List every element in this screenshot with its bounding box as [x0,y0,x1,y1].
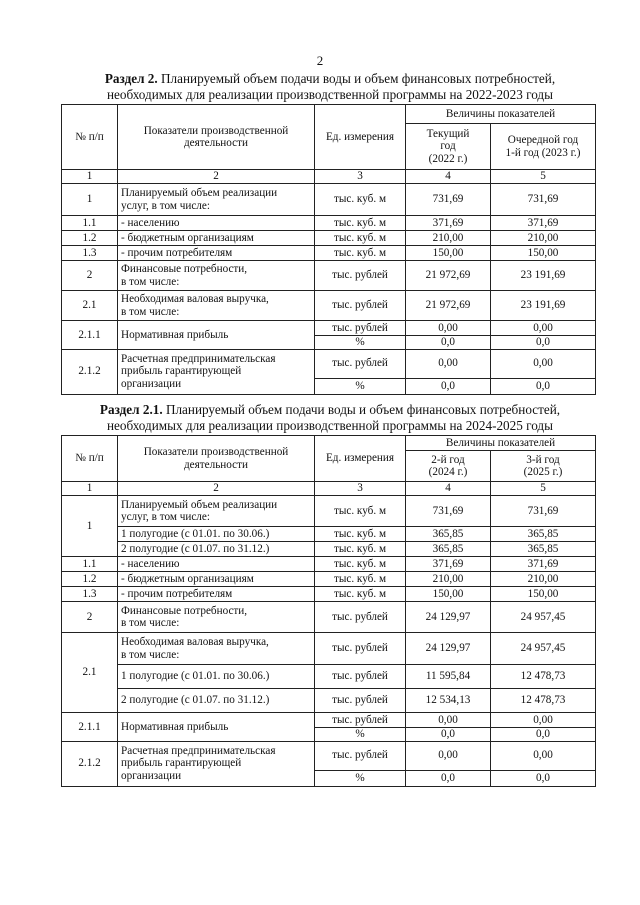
table-cell: Нормативная прибыль [118,321,315,350]
table-row [62,665,596,689]
table-cell: % [315,336,406,350]
header-values: Величины показателей [406,436,596,451]
table-cell: 1.1 [62,557,118,572]
table-cell: 24 957,45 [491,633,596,665]
table-cell: 371,69 [491,557,596,572]
table-row [62,216,596,231]
table-cell: тыс. рублей [315,713,406,728]
table-cell: 731,69 [491,184,596,216]
cell-text-line: Очередной год [507,134,579,146]
table-cell: тыс. куб. м [315,542,406,557]
cell-text-line: Текущий [426,127,470,140]
table-cell: 2 полугодие (с 01.07. по 31.12.) [118,542,315,557]
table-cell: 1.3 [62,246,118,261]
table-cell: тыс. куб. м [315,496,406,527]
table-row [62,633,596,665]
cell-text-line: услуг, в том числе: [121,511,210,523]
cell-text-line: в том числе: [121,617,180,629]
table-cell: 1 [62,184,118,216]
table-cell: тыс. рублей [315,741,406,770]
table-row [62,587,596,602]
table-cell: 24 957,45 [491,602,596,633]
table-row [62,291,596,321]
table-cell: - населению [118,216,315,231]
header-col5 [491,124,596,170]
column-numbers-row [62,170,596,184]
table-cell: 0,0 [406,378,491,394]
table-cell: 0,00 [491,321,596,336]
table-cell: 5 [491,482,596,496]
table-cell: 0,00 [491,741,596,770]
table-row [62,713,596,728]
table-row [62,261,596,291]
table-cell: тыс. куб. м [315,216,406,231]
table-row [62,496,596,527]
cell-text-line: 3-й год [526,453,560,466]
section1-title-bold: Раздел 2. [104,71,158,86]
table-cell: 2.1 [62,291,118,321]
table-cell: 731,69 [406,184,491,216]
cell-text-line: Планируемый объем реализации [121,498,278,511]
table-cell: 24 129,97 [406,602,491,633]
table-cell: тыс. рублей [315,633,406,665]
table-cell: 210,00 [406,572,491,587]
table-cell: 365,85 [406,527,491,542]
table-cell: 4 [406,482,491,496]
table-cell: 5 [491,170,596,184]
cell-text-line: (2025 г.) [523,466,563,478]
table-cell: 0,0 [406,728,491,742]
table-cell: тыс. рублей [315,321,406,336]
table-cell: тыс. рублей [315,665,406,689]
table-cell: 210,00 [491,572,596,587]
table-cell [118,741,315,786]
table-cell: 150,00 [491,587,596,602]
column-numbers-row [62,482,596,496]
table-cell: 12 478,73 [491,689,596,713]
table-cell: 150,00 [406,246,491,261]
header-indicators: Показатели производственной деятельности [118,105,315,170]
cell-text-line: Планируемый объем реализации [121,187,278,199]
table-cell: 0,0 [491,336,596,350]
table-cell: 1 полугодие (с 01.01. по 30.06.) [118,665,315,689]
table-cell: 1 полугодие (с 01.01. по 30.06.) [118,527,315,542]
table-cell: 2.1.2 [62,349,118,394]
header-unit: Ед. измерения [315,105,406,170]
table-cell: 0,0 [491,378,596,394]
table-row [62,741,596,770]
table-cell: 21 972,69 [406,261,491,291]
table-cell: 23 191,69 [491,291,596,321]
table-cell: 371,69 [491,216,596,231]
table-row [62,321,596,336]
cell-text-line: Расчетная предпринимательская [121,352,276,365]
table-cell: тыс. куб. м [315,587,406,602]
table-cell: - населению [118,557,315,572]
table-cell: тыс. куб. м [315,527,406,542]
table-cell: % [315,378,406,394]
table-cell: 2 [62,602,118,633]
page-number: 2 [316,53,324,68]
table-cell: 4 [406,170,491,184]
table-cell: - прочим потребителям [118,246,315,261]
table-row [62,572,596,587]
table-cell [118,261,315,291]
cell-text-line: (2024 г.) [428,466,468,478]
header-col5 [491,451,596,482]
table-cell: 11 595,84 [406,665,491,689]
table-cell: тыс. рублей [315,602,406,633]
cell-text-line: 1-й год (2023 г.) [505,146,581,159]
table-cell: 0,0 [406,336,491,350]
table-cell: 0,00 [406,349,491,378]
table-cell: 150,00 [406,587,491,602]
cell-text-line: прибыль гарантирующей [121,365,242,378]
header-indicators: Показатели производственной деятельности [118,436,315,482]
table-cell: 2 [118,482,315,496]
table-cell: 731,69 [491,496,596,527]
cell-text-line: прибыль гарантирующей [121,757,242,770]
table-cell: 210,00 [406,231,491,246]
table-cell: тыс. рублей [315,291,406,321]
table-cell: 371,69 [406,557,491,572]
table-cell: 24 129,97 [406,633,491,665]
table-cell [118,349,315,394]
header-col4 [406,451,491,482]
table-cell: 0,00 [406,741,491,770]
table-cell: 1 [62,170,118,184]
header-values: Величины показателей [406,105,596,124]
table-cell: 1 [62,496,118,557]
table-cell: 12 478,73 [491,665,596,689]
cell-text-line: организации [121,377,182,390]
table-cell: Нормативная прибыль [118,713,315,742]
table-cell: тыс. куб. м [315,557,406,572]
table-row [62,689,596,713]
table-cell: % [315,770,406,786]
table-cell: 1.3 [62,587,118,602]
table-cell: 0,0 [491,770,596,786]
header-num: № п/п [62,436,118,482]
header-col4 [406,124,491,170]
cell-text-line: услуг, в том числе: [121,199,210,212]
cell-text-line: в том числе: [121,275,180,288]
section1-table [61,104,596,395]
section1-title-line2: необходимых для реализации производственной программы на 2022-2023 годы [107,87,553,102]
table-cell: 365,85 [406,542,491,557]
section1-title-line1: Планируемый объем подачи воды и объем финансовых потребностей, [157,71,556,86]
table-cell [118,602,315,633]
table-cell [118,291,315,321]
table-cell: - бюджетным организациям [118,572,315,587]
table-cell: 1.2 [62,231,118,246]
section2-table [61,435,596,787]
table-cell: 2.1.2 [62,741,118,786]
table-row [62,557,596,572]
table-cell: 1 [62,482,118,496]
table-cell: 23 191,69 [491,261,596,291]
cell-text-line: Необходимая валовая выручка, [121,636,269,648]
table-cell: 2.1.1 [62,713,118,742]
table-cell: 0,0 [491,728,596,742]
table-cell: 365,85 [491,527,596,542]
table-row [62,527,596,542]
table-cell: тыс. куб. м [315,572,406,587]
table-cell: тыс. рублей [315,261,406,291]
table-cell: 3 [315,482,406,496]
cell-text-line: (2022 г.) [428,152,468,165]
table-cell: 2.1.1 [62,321,118,350]
cell-text-line: год [440,140,456,153]
table-cell: тыс. куб. м [315,246,406,261]
table-cell: 731,69 [406,496,491,527]
table-cell: 210,00 [491,231,596,246]
table-cell: тыс. куб. м [315,231,406,246]
table-cell [118,496,315,527]
table-cell: % [315,728,406,742]
section1-title [40,71,620,103]
header-num: № п/п [62,105,118,170]
table-row [62,231,596,246]
table-cell: 2 [62,261,118,291]
cell-text-line: Необходимая валовая выручка, [121,293,269,305]
table-row [62,246,596,261]
table-cell [118,633,315,665]
table-cell: - бюджетным организациям [118,231,315,246]
section2-title-bold: Раздел 2.1. [99,402,163,417]
cell-text-line: Расчетная предпринимательская [121,744,276,757]
section2-title-line2: необходимых для реализации производственной программы на 2024-2025 годы [107,418,553,433]
table-cell: тыс. рублей [315,689,406,713]
table-cell: 0,00 [406,713,491,728]
table-row [62,349,596,378]
table-cell: 0,00 [406,321,491,336]
header-unit: Ед. измерения [315,436,406,482]
table-cell: 1.1 [62,216,118,231]
section2-title-line1: Планируемый объем подачи воды и объем финансовых потребностей, [162,402,561,417]
table-cell: 12 534,13 [406,689,491,713]
table-cell: 2 полугодие (с 01.07. по 31.12.) [118,689,315,713]
section2-title [40,402,620,434]
cell-text-line: Финансовые потребности, [121,604,248,617]
cell-text-line: в том числе: [121,648,180,661]
table-cell: 1.2 [62,572,118,587]
table-cell: - прочим потребителям [118,587,315,602]
cell-text-line: 2-й год [431,453,465,466]
table-cell: тыс. рублей [315,349,406,378]
table-row [62,542,596,557]
table-cell: 371,69 [406,216,491,231]
table-row [62,602,596,633]
table-cell: 21 972,69 [406,291,491,321]
table-cell: 150,00 [491,246,596,261]
cell-text-line: организации [121,769,182,782]
table-cell: 0,00 [491,713,596,728]
table-cell: 0,00 [491,349,596,378]
cell-text-line: в том числе: [121,305,180,318]
cell-text-line: Финансовые потребности, [121,263,248,275]
table-cell: 2 [118,170,315,184]
table-cell: 365,85 [491,542,596,557]
table-row [62,184,596,216]
table-cell: 3 [315,170,406,184]
table-cell: 0,0 [406,770,491,786]
table-cell [118,184,315,216]
table-cell: тыс. куб. м [315,184,406,216]
table-cell: 2.1 [62,633,118,713]
